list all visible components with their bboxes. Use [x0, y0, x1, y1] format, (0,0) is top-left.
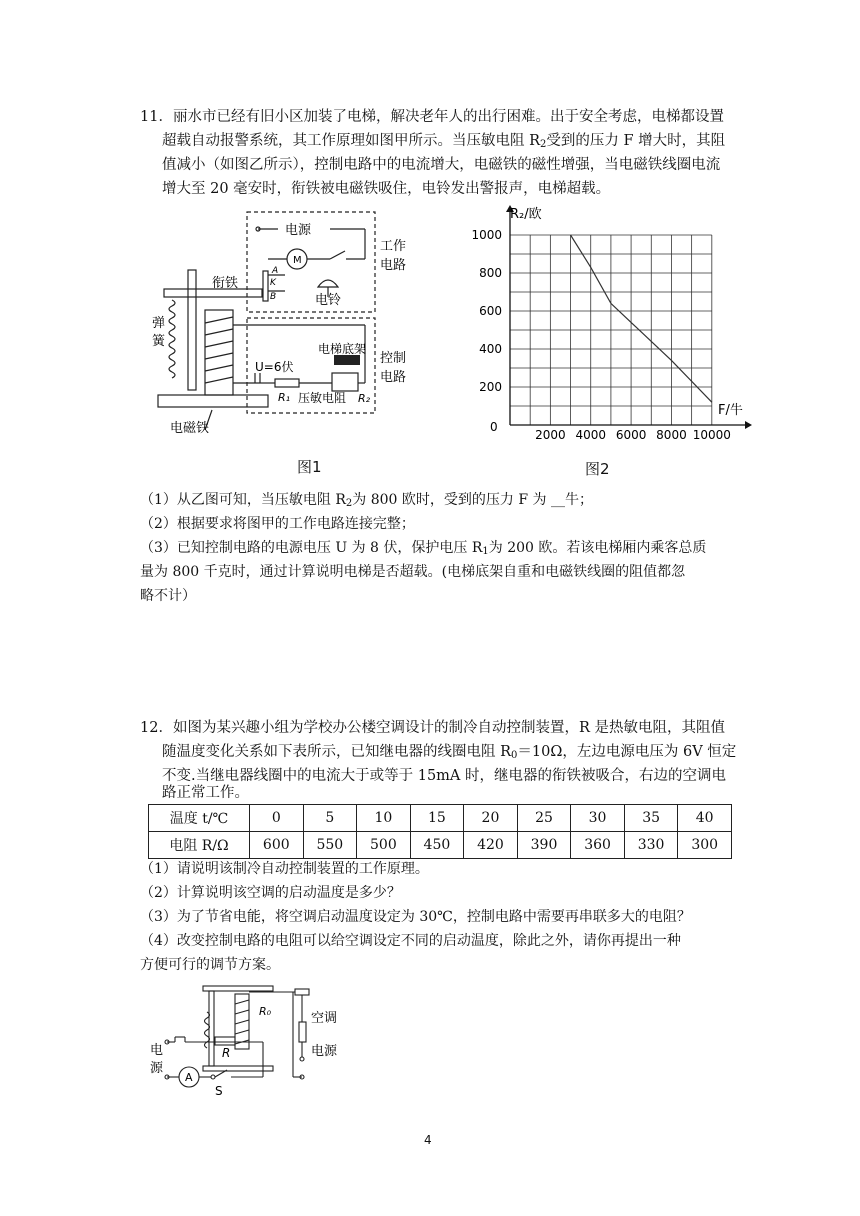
table-cell: 温度 t/℃ [149, 805, 250, 832]
figure-3-relay-circuit [145, 982, 365, 1107]
x-axis-arrow [745, 421, 752, 429]
q12-line-2 [162, 742, 736, 766]
q11-sub-3-cont: 量为 800 千克时，通过计算说明电梯是否超载。(电梯底架自重和电磁铁线圈的阻值都忽 [140, 564, 686, 580]
q12-line-2b: ＝10Ω，左边电源电压为 6V 恒定 [517, 744, 737, 760]
fig3-ac-label: 空调 [311, 1011, 338, 1026]
table-cell: 550 [303, 832, 357, 859]
figure-1-caption: 图1 [297, 458, 322, 476]
q11-line-4: 增大至 20 毫安时，衔铁被电磁铁吸住，电铃发出警报声，电梯超载。 [162, 181, 611, 197]
y-tick-label: 1000 [471, 228, 502, 242]
q11-line-2 [162, 131, 725, 155]
table-cell: 10 [357, 805, 411, 832]
x-tick-label: 8000 [656, 428, 687, 442]
fig1-spring-label-2: 簧 [152, 334, 166, 349]
q11-line-3: 值减小（如图乙所示），控制电路中的电流增大，电磁铁的磁性增强，当电磁铁线圈电流 [162, 157, 721, 173]
table-cell: 5 [303, 805, 357, 832]
fig1-motor-label: M [293, 255, 302, 266]
fig3-r-label: R [222, 1046, 231, 1060]
q11-sub-1 [140, 490, 593, 514]
fig3-src-left-label-2: 源 [150, 1061, 164, 1076]
x-tick-label: 6000 [615, 428, 647, 442]
fig1-K-label: K [270, 278, 276, 288]
q12-sub-4: （4）改变控制电路的电阻可以给空调设定不同的启动温度，除此之外，请你再提出一种 [140, 933, 681, 949]
q11-line-2b: 受到的压力 F 增大时，其阻 [546, 133, 726, 149]
table-cell: 25 [517, 805, 571, 832]
x-tick-label: 10000 [692, 428, 731, 442]
table-cell: 300 [678, 832, 732, 859]
chart-ylabel: R₂/欧 [510, 207, 542, 222]
q11-sub-3b: 为 200 欧。若该电梯厢内乘客总质 [488, 540, 707, 556]
table-cell: 40 [678, 805, 732, 832]
q12-line-4: 路正常工作。 [162, 785, 249, 801]
table-cell: 500 [357, 832, 411, 859]
q12-line-2a: 随温度变化关系如下表所示，已知继电器的线圈电阻 R [162, 744, 512, 760]
table-cell: 15 [410, 805, 464, 832]
fig1-power-label: 电源 [285, 223, 312, 238]
fig1-frame-label: 电梯底架 [318, 342, 367, 356]
table-cell: 35 [624, 805, 678, 832]
table-cell: 390 [517, 832, 571, 859]
q11-sub-1a: （1）从乙图可知，当压敏电阻 R [140, 492, 346, 508]
table-cell: 450 [410, 832, 464, 859]
fig3-ammeter-label: A [185, 1071, 193, 1084]
fig3-src-right-label: 电源 [311, 1044, 338, 1059]
table-cell: 330 [624, 832, 678, 859]
table-row [149, 832, 732, 859]
y-tick-label: 800 [479, 266, 502, 280]
figure-2-caption: 图2 [585, 460, 610, 478]
q12-sub-3: （3）为了节省电能，将空调启动温度设定为 30℃，控制电路中需要再串联多大的电阻？ [140, 909, 691, 925]
q11-sub-1-sub: 2 [345, 498, 353, 509]
fig1-r1-label: R₁ [278, 391, 291, 404]
fig3-switch-label: S [215, 1084, 223, 1098]
q11-sub-3a: （3）已知控制电路的电源电压 U 为 8 伏，保护电压 R [140, 540, 483, 556]
fig1-ctrl-label-2: 电路 [380, 370, 407, 385]
fig1-r2-label: R₂ [358, 392, 371, 405]
fig1-bell-label: 电铃 [315, 293, 342, 308]
x-tick-label: 2000 [535, 428, 566, 442]
q12-line-2-sub: 0 [511, 750, 518, 761]
table-row [149, 805, 732, 832]
figure-1-circuit [150, 205, 407, 440]
table-cell: 420 [464, 832, 518, 859]
temperature-resistance-table [148, 804, 732, 859]
y-tick-label: 600 [479, 304, 502, 318]
q11-sub-3 [140, 538, 706, 562]
fig1-work-label-2: 电路 [380, 258, 407, 273]
table-cell: 20 [464, 805, 518, 832]
q11-sub-2: （2）根据要求将图甲的工作电路连接完整； [140, 516, 415, 532]
chart-series [571, 235, 712, 402]
chart-axes [506, 205, 752, 429]
fig1-spring-label-1: 弹 [152, 316, 166, 331]
table-cell: 600 [250, 832, 304, 859]
fig1-ctrl-label-1: 控制 [380, 351, 407, 366]
figure-2-chart [470, 200, 770, 445]
y-tick-label: 200 [479, 380, 502, 394]
q12-sub-4-cont: 方便可行的调节方案。 [140, 957, 280, 973]
q11-line-1: 11．丽水市已经有旧小区加装了电梯，解决老年人的出行困难。出于安全考虑，电梯都设置 [140, 109, 724, 125]
fig1-armature-label: 衔铁 [212, 276, 239, 291]
y-tick-label: 400 [479, 342, 502, 356]
table-cell: 电阻 R/Ω [149, 832, 250, 859]
q11-sub-3-sub: 1 [482, 546, 489, 557]
fig1-B-label: B [270, 292, 277, 302]
fig3-src-left-label-1: 电 [150, 1043, 164, 1058]
q12-line-3: 不变.当继电器线圈中的电流大于或等于 15mA 时，继电器的衔铁被吸合，右边的空调电 [162, 768, 726, 784]
chart-origin: 0 [490, 420, 498, 434]
table-cell: 360 [571, 832, 625, 859]
fig1-sensor-label: 压敏电阻 [298, 391, 347, 405]
chart-grid [510, 235, 712, 425]
fig1-work-label-1: 工作 [380, 239, 407, 254]
page-number: 4 [424, 1133, 432, 1147]
fig1-voltage-label: U=6伏 [255, 360, 294, 374]
q11-sub-3-end: 略不计） [140, 588, 196, 604]
fig3-r0-label: R₀ [259, 1005, 272, 1018]
fig1-magnet-label: 电磁铁 [170, 421, 210, 436]
q12-line-1: 12．如图为某兴趣小组为学校办公楼空调设计的制冷自动控制装置，R 是热敏电阻，其阻值 [140, 720, 725, 736]
series-line [571, 235, 712, 402]
q11-sub-1b: 为 800 欧时，受到的压力 F 为 __牛； [352, 492, 593, 508]
q11-line-2a: 超载自动报警系统，其工作原理如图甲所示。当压敏电阻 R [162, 133, 541, 149]
table-cell: 30 [571, 805, 625, 832]
q12-sub-1: （1）请说明该制冷自动控制装置的工作原理。 [140, 861, 429, 877]
q11-line-2-sub: 2 [540, 139, 547, 150]
chart-xlabel: F/牛 [718, 403, 743, 418]
fig1-A-label: A [272, 266, 279, 276]
q12-sub-2: （2）计算说明该空调的启动温度是多少？ [140, 885, 401, 901]
x-tick-label: 4000 [575, 428, 607, 442]
table-cell: 0 [250, 805, 304, 832]
